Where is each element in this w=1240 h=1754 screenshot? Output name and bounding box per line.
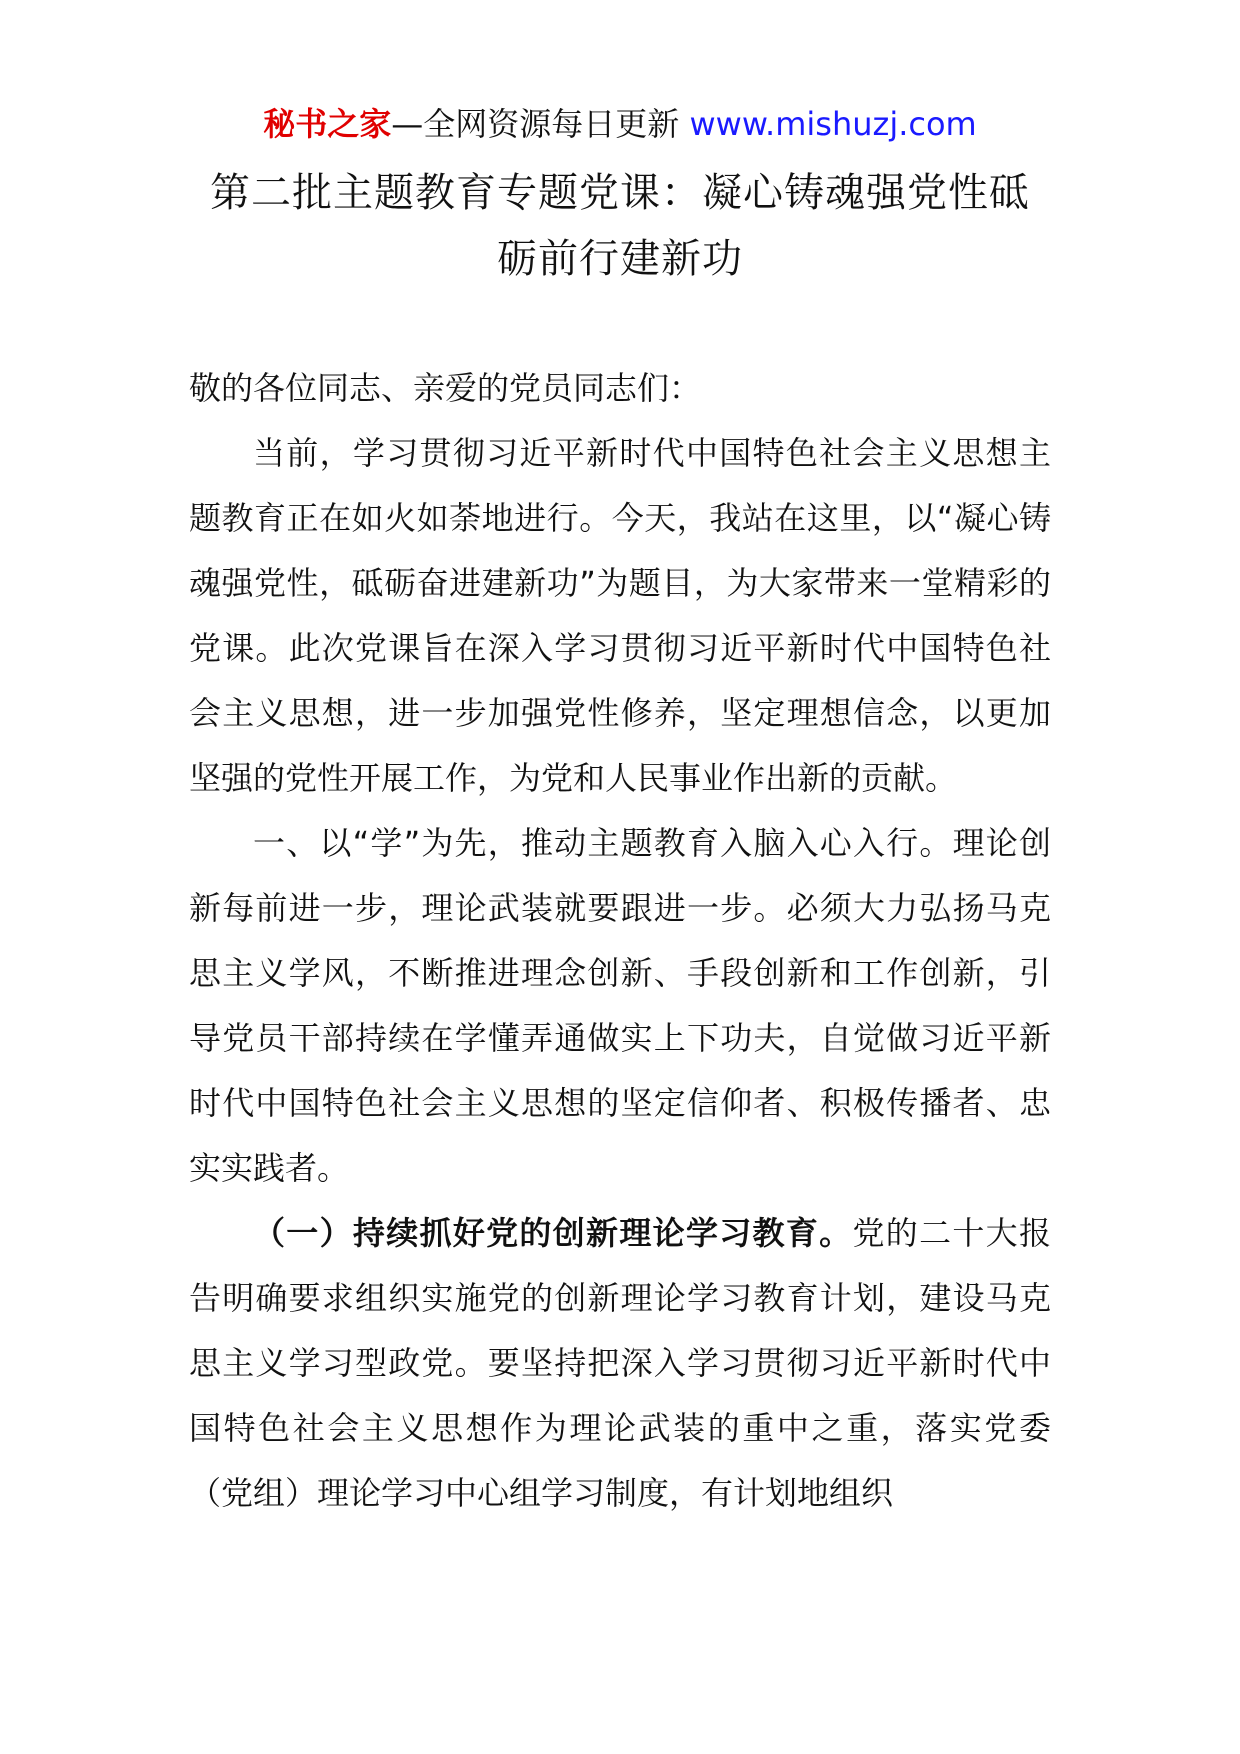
greeting: 敬的各位同志、亲爱的党员同志们： bbox=[189, 369, 702, 407]
document-title: 第二批主题教育专题党课：凝心铸魂强党性砥砺前行建新功 bbox=[210, 170, 1030, 282]
site-url-link[interactable]: www.mishuzj.com bbox=[689, 105, 977, 143]
intro-paragraph: 当前，学习贯彻习近平新时代中国特色社会主义思想主题教育正在如火如荼地进行。今天，我站在这里，以“凝心铸魂强党性，砥砺奋进建新功”为题目，为大家带来一堂精彩的党课。此次党课旨在深入学习贯彻习近平新时代中国特色社会主义思想，进一步加强党性修养，坚定理想信念，以更加坚强的党性开展工作，为党和人民事业作出新的贡献。 bbox=[189, 434, 1051, 797]
subsection-1-paragraph bbox=[189, 1201, 1051, 1526]
brand-name: 秘书之家 bbox=[263, 105, 392, 143]
document-body bbox=[189, 356, 1051, 1526]
section-1-heading: 一、以“学”为先，推动主题教育入脑入心入行。 bbox=[253, 824, 953, 862]
section-1-paragraph bbox=[189, 811, 1051, 1201]
subsection-1-heading: （一）持续抓好党的创新理论学习教育。 bbox=[253, 1214, 853, 1252]
site-header bbox=[0, 102, 1240, 146]
section-1-text: 理论创新每前进一步，理论武装就要跟进一步。必须大力弘扬马克思主义学风，不断推进理念创新、手段创新和工作创新，引导党员干部持续在学懂弄通做实上下功夫，自觉做习近平新时代中国特色社会主义思想的坚定信仰者、积极传播者、忠实实践者。 bbox=[189, 824, 1051, 1187]
subsection-1-text: 党的二十大报告明确要求组织实施党的创新理论学习教育计划，建设马克思主义学习型政党。要坚持把深入学习贯彻习近平新时代中国特色社会主义思想作为理论武装的重中之重，落实党委（党组）理论学习中心组学习制度，有计划地组织 bbox=[189, 1214, 1051, 1512]
header-tagline: —全网资源每日更新 bbox=[391, 105, 690, 143]
